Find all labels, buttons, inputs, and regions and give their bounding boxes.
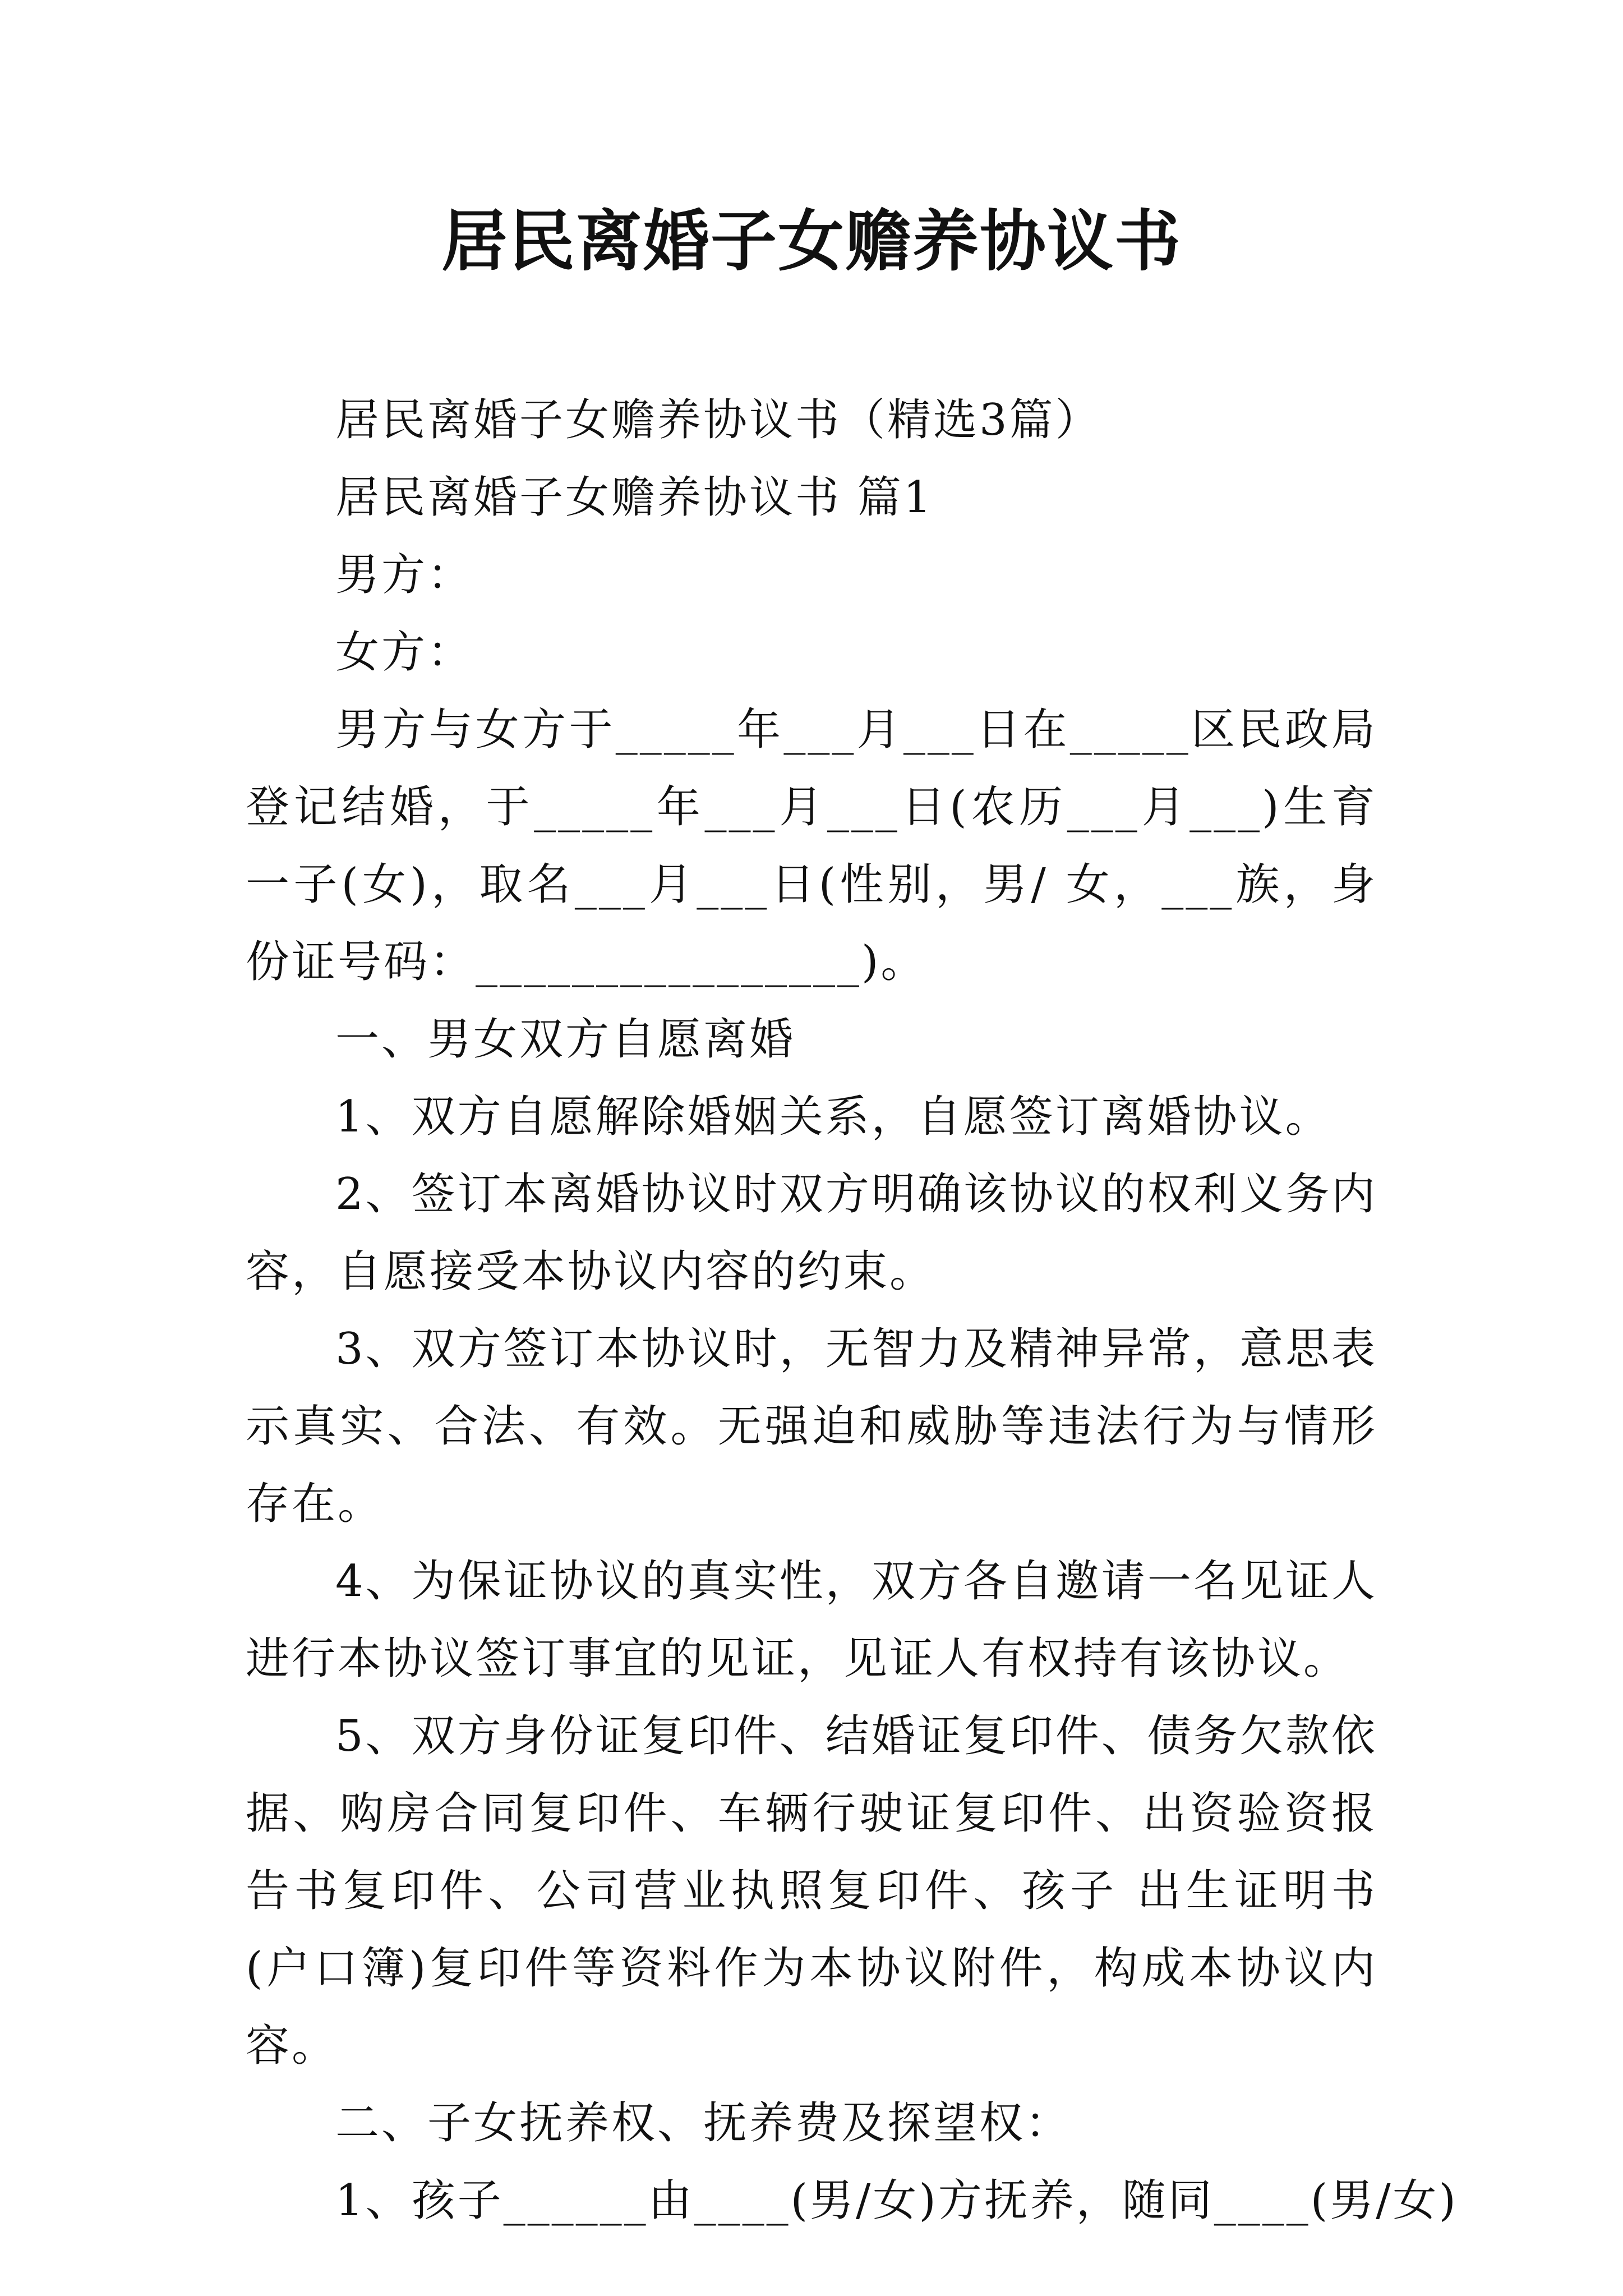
clause-1-4: 4、为保证协议的真实性，双方各自邀请一名见证人进行本协议签订事宜的见证，见证人有权持有该协议。 — [246, 1556, 1377, 1684]
clause-1-5: 5、双方身份证复印件、结婚证复印件、债务欠款依据、购房合同复印件、车辆行驶证复印件、出资验资报告书复印件、公司营业执照复印件、孩子 出生证明书(户口簿)复印件等资料作为本协议附件，构成本协议内容。 — [246, 1711, 1377, 2071]
clause-1-1: 1、双方自愿解除婚姻关系，自愿签订离婚协议。 — [335, 1092, 1331, 1142]
section-heading-part-1: 居民离婚子女赡养协议书 篇1 — [335, 472, 934, 523]
wife-line: 女方： — [335, 627, 474, 678]
document-title: 居民离婚子女赡养协议书 — [441, 202, 1182, 280]
clause-heading-1: 一、男女双方自愿离婚 — [335, 1014, 796, 1065]
clause-2-1: 1、孩子______由____(男/女)方抚养，随同____(男/女) — [335, 2175, 1458, 2226]
clause-1-3: 3、双方签订本协议时，无智力及精神异常，意思表示真实、合法、有效。无强迫和威胁等违法行为与情形存在。 — [246, 1324, 1377, 1529]
document-body — [246, 381, 1458, 2239]
husband-line: 男方： — [335, 550, 474, 600]
clause-1-2: 2、签订本离婚协议时双方明确该协议的权利义务内容，自愿接受本协议内容的约束。 — [246, 1169, 1377, 1297]
marriage-details-paragraph: 男方与女方于_____年___月___日在_____区民政局登记结婚，于_____年___月___日(农历___月___)生育一子(女)，取名___月___日(性别，男/ 女，___族，身份证号码：________________)。 — [246, 705, 1377, 987]
subtitle-selection: 居民离婚子女赡养协议书（精选3篇） — [335, 395, 1101, 445]
clause-heading-2: 二、子女抚养权、抚养费及探望权： — [335, 2098, 1072, 2148]
